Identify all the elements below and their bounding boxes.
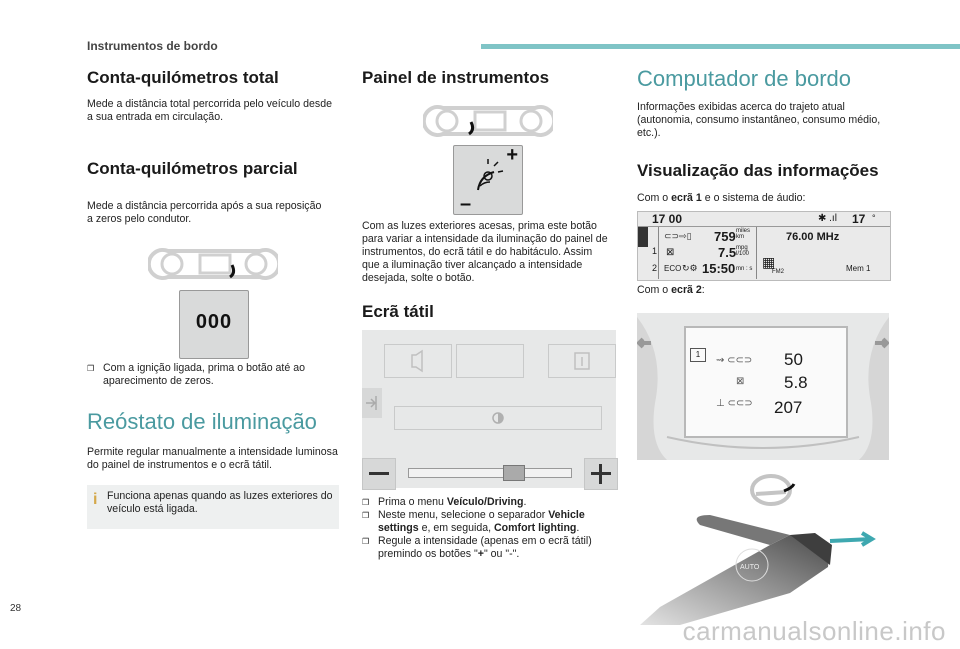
screen1-frequency: 76.00 MHz <box>786 231 840 243</box>
brighter-indicator: + <box>506 144 518 166</box>
screen1-row1-label: 1 <box>652 246 658 256</box>
info-icon: i <box>93 491 98 508</box>
display-info-heading: Visualização das informações <box>637 161 879 180</box>
info-tile[interactable] <box>548 344 616 378</box>
blank-tile[interactable] <box>456 344 524 378</box>
screen1-divider-2 <box>756 227 757 279</box>
screen1-clock: 17 00 <box>652 212 683 226</box>
screen1-consumption: 7.5 <box>718 245 737 260</box>
info-note-text: Funciona apenas quando as luzes exteriores do veículo está ligada. <box>107 490 333 515</box>
screen1-range-unit: miles km <box>736 228 751 240</box>
dimmer-text: Permite regular manualmente a intensidade luminosa do painel de instrumentos e o ecrã tátil. <box>87 446 338 471</box>
instrument-cluster-icon <box>423 104 553 138</box>
car-distance-icon: ⊥ ⊂⊂⊃ <box>716 398 753 409</box>
brightness-plus-button[interactable] <box>584 458 618 490</box>
instrument-cluster-icon <box>148 247 278 281</box>
consumption-icon: ⊠ <box>666 247 675 258</box>
header-rule <box>481 44 960 49</box>
bullet-icon: ❒ <box>362 498 370 507</box>
screen1-display <box>637 211 891 281</box>
trip-computer-intro: Informações exibidas acerca do trajeto atual (autonomia, consumo instantâneo, consumo médio, etc.). <box>637 101 881 139</box>
instrument-panel-text: Com as luzes exteriores acesas, prima este botão para variar a intensidade da iluminação do painel de instrumentos, do ecrã tátil e do habitáculo. Assim que a iluminação tiver alcançado a intensidade desejada, solte o botão. <box>362 220 608 284</box>
info-note <box>87 485 339 529</box>
speaker-tile[interactable] <box>384 344 452 378</box>
screen1-range: 759 <box>714 229 736 244</box>
bullet-icon: ❒ <box>362 537 370 546</box>
car-icon: ⇝ ⊂⊂⊃ <box>716 355 753 366</box>
trip-odometer-text: Mede a distância percorrida após a sua reposição a zeros pelo condutor. <box>87 200 322 225</box>
speaker-icon <box>385 345 451 377</box>
screen1-top-bar <box>638 212 890 227</box>
touchscreen-illustration <box>362 330 616 488</box>
odometer-total-text: Mede a distância total percorrida pelo veículo desde a sua entrada em circulação. <box>87 98 332 123</box>
fuel-consumption-icon: ⊠ <box>736 376 745 387</box>
brightness-slider-handle[interactable] <box>503 465 525 481</box>
plus-icon-v <box>599 464 602 484</box>
screen1-temperature: 17 <box>852 212 866 226</box>
trip-reset-button[interactable] <box>179 290 249 359</box>
screen1-divider <box>658 227 659 279</box>
minus-icon <box>369 472 389 475</box>
screen2-value1: 50 <box>784 350 803 369</box>
page-number: 28 <box>10 603 22 614</box>
odometer-total-heading: Conta-quilómetros total <box>87 68 279 87</box>
screen2-value2: 5.8 <box>784 373 808 392</box>
car-fuel-icon: ⊂⊃⇨▯ <box>664 231 692 241</box>
screen2-caption: Com o ecrã 2: <box>637 284 705 296</box>
steering-wheel-icon <box>742 470 800 510</box>
watermark: carmanualsonline.info <box>682 616 946 646</box>
trip-computer-heading: Computador de bordo <box>637 66 852 91</box>
screen2-panel <box>637 313 889 460</box>
dimmer-indicator: – <box>460 193 472 215</box>
instrument-panel-heading: Painel de instrumentos <box>362 68 550 87</box>
lighting-stalk-illustration <box>640 515 890 625</box>
brightness-slider[interactable] <box>408 468 572 478</box>
side-tab[interactable] <box>362 388 382 418</box>
info-book-icon <box>549 345 615 377</box>
screen2-display <box>684 326 848 438</box>
stop-start-icon: ↻⚙ <box>682 263 698 273</box>
screen1-memory: Mem 1 <box>846 264 871 273</box>
screen1-band: FM2 <box>772 269 784 275</box>
screen1-eco-label: ECO <box>664 264 682 273</box>
screen1-caption: Com o ecrã 1 e o sistema de áudio: <box>637 192 806 204</box>
brightness-minus-button[interactable] <box>362 458 396 490</box>
bullet-icon: ❒ <box>362 511 370 520</box>
touchscreen-heading: Ecrã tátil <box>362 302 434 321</box>
trip-reset-button-label: 000 <box>195 311 233 333</box>
screen2-page-indicator: 1 <box>690 348 706 362</box>
screen1-side-icon <box>638 227 648 247</box>
section-header: Instrumentos de bordo <box>87 39 218 53</box>
bullet-icon: ❒ <box>87 364 95 373</box>
degree-icon: ° <box>872 213 876 223</box>
dimmer-heading: Reóstato de iluminação <box>87 409 317 434</box>
brightness-tile[interactable] <box>394 406 602 430</box>
illumination-button[interactable] <box>453 145 523 215</box>
trip-odometer-heading: Conta-quilómetros parcial <box>87 159 298 178</box>
bluetooth-signal-icon: ✱ .ıl <box>818 213 837 224</box>
screen1-duration-unit: mn : s <box>736 266 753 272</box>
enter-icon <box>362 388 382 418</box>
screen1-row2-label: 2 <box>652 263 658 273</box>
screen1-consumption-unit: mpg l/100 <box>736 245 750 257</box>
brightness-icon <box>395 407 601 429</box>
svg-text:AUTO: AUTO <box>740 564 760 571</box>
screen1-duration: 15:50 <box>702 261 736 276</box>
screen2-value3: 207 <box>774 398 803 417</box>
radio-icon: ▦ <box>762 254 776 270</box>
